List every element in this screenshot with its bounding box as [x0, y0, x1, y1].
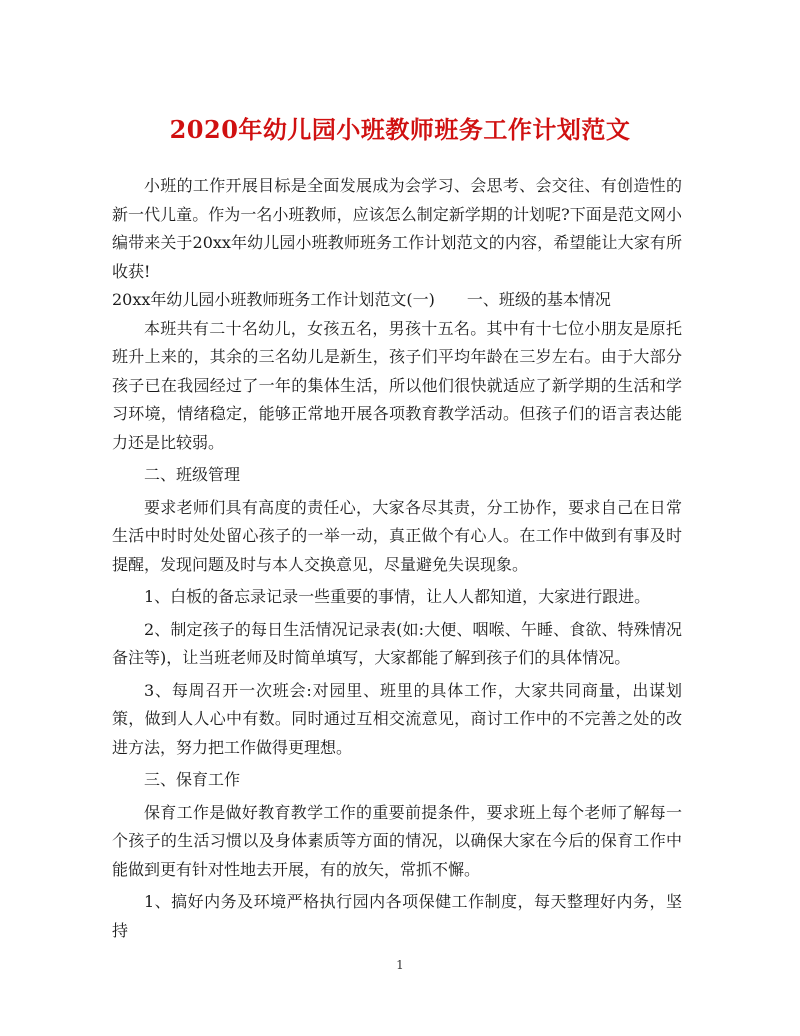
management-paragraph: 要求老师们具有高度的责任心，大家各尽其责，分工协作，要求自己在日常生活中时时处处留心孩子的一举一动，真正做个有心人。在工作中做到有事及时提醒，发现问题及时与本人交换意见，尽量避免失误现象。: [112, 497, 682, 574]
management-item-3: 3、每周召开一次班会:对园里、班里的具体工作，大家共同商量，出谋划策，做到人人心中有数。同时通过互相交流意见，商讨工作中的不完善之处的改进方法，努力把工作做得更理想。: [112, 680, 682, 757]
section-heading-example-one: 20xx年幼儿园小班教师班务工作计划范文(一) 一、班级的基本情况: [112, 290, 611, 309]
page-number: 1: [396, 958, 404, 972]
document-body: [112, 172, 682, 945]
care-work-item-1: 1、搞好内务及环境严格执行园内各项保健工作制度，每天整理好内务，坚持: [112, 892, 682, 940]
intro-paragraph: 小班的工作开展目标是全面发展成为会学习、会思考、会交往、有创造性的新一代儿童。作为一名小班教师，应该怎么制定新学期的计划呢?下面是范文网小编带来关于20xx年幼儿园小班教师班务工作计划范文的内容，希望能让大家有所收获!: [112, 176, 682, 281]
section-heading-class-management: 二、班级管理: [144, 465, 241, 484]
section-heading-care-work: 三、保育工作: [144, 770, 241, 789]
management-item-1: 1、白板的备忘录记录一些重要的事情，让人人都知道，大家进行跟进。: [144, 587, 651, 606]
class-situation-paragraph: 本班共有二十名幼儿，女孩五名，男孩十五名。其中有十七位小朋友是原托班升上来的，其余的三名幼儿是新生，孩子们平均年龄在三岁左右。由于大部分孩子已在我园经过了一年的集体生活，所以他们很快就适应了新学期的生活和学习环境，情绪稳定，能够正常地开展各项教育教学活动。但孩子们的语言表达能力还是比较弱。: [112, 318, 682, 452]
care-work-paragraph: 保育工作是做好教育教学工作的重要前提条件，要求班上每个老师了解每一个孩子的生活习惯以及身体素质等方面的情况，以确保大家在今后的保育工作中能做到更有针对性地去开展，有的放矢，常抓不懈。: [112, 802, 682, 879]
management-item-2: 2、制定孩子的每日生活情况记录表(如:大便、咽喉、午睡、食欲、特殊情况备注等)，让当班老师及时简单填写，大家都能了解到孩子们的具体情况。: [112, 619, 682, 667]
document-title: 2020年幼儿园小班教师班务工作计划范文: [169, 115, 631, 144]
